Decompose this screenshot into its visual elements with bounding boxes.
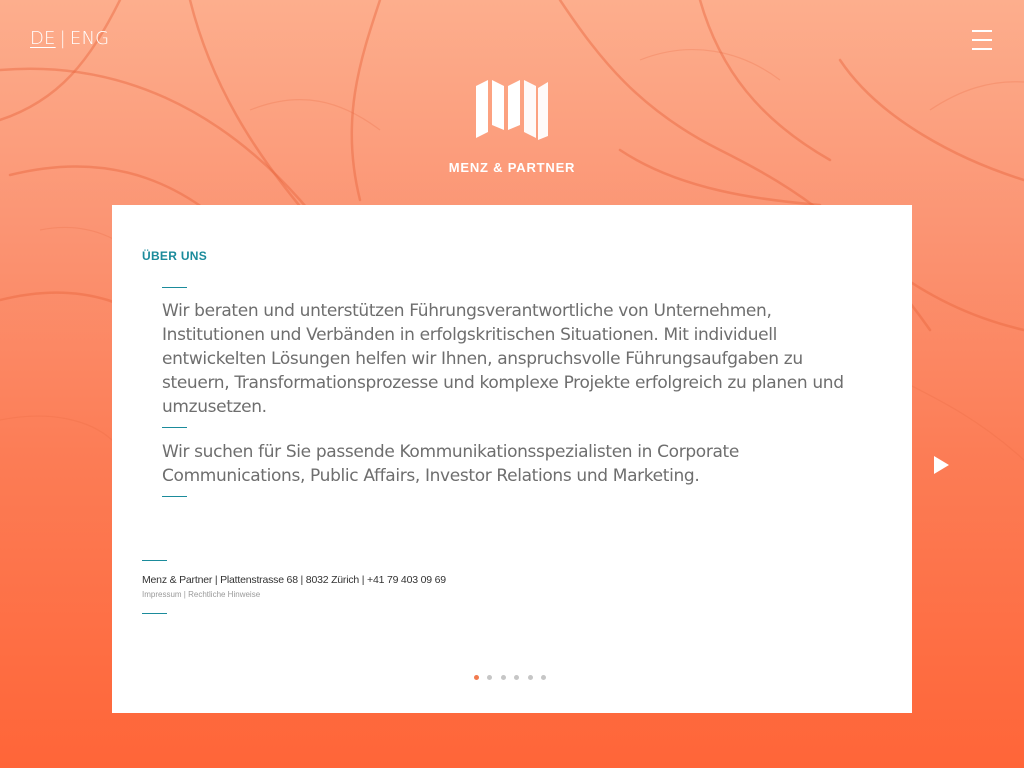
- pagination-dot-6[interactable]: [541, 675, 546, 680]
- lang-en-link[interactable]: ENG: [69, 28, 110, 49]
- content-card: [112, 205, 912, 713]
- pagination-dot-3[interactable]: [501, 675, 506, 680]
- footer-link-separator: |: [183, 590, 186, 599]
- company-logo[interactable]: [440, 78, 584, 175]
- divider-rule: [162, 496, 187, 497]
- play-arrow-icon: [932, 454, 952, 476]
- pagination-dot-2[interactable]: [487, 675, 492, 680]
- section-title: ÜBER UNS: [142, 249, 208, 263]
- legal-notice-link[interactable]: Rechtliche Hinweise: [188, 590, 261, 599]
- footer-address: Menz & Partner | Plattenstrasse 68 | 8032 Zürich | +41 79 403 09 69: [142, 574, 446, 586]
- language-switcher: [30, 28, 109, 49]
- menz-logo-icon: [474, 78, 550, 140]
- divider-rule: [162, 427, 187, 428]
- lang-de-link[interactable]: DE: [30, 28, 56, 49]
- hamburger-icon-bar: [972, 48, 992, 50]
- about-paragraph-2: Wir suchen für Sie passende Kommunikationsspezialisten in Corporate Communications, Public Affairs, Investor Relations und Marketing.: [162, 442, 739, 486]
- pagination-dot-4[interactable]: [514, 675, 519, 680]
- hamburger-menu-button[interactable]: [970, 28, 994, 52]
- next-slide-button[interactable]: [932, 454, 952, 476]
- pagination-dot-5[interactable]: [528, 675, 533, 680]
- about-paragraph-1: Wir beraten und unterstützen Führungsverantwortliche von Unternehmen, Institutionen und Verbänden in erfolgskritischen Situationen. Mit individuell entwickelten Lösungen helfen wir Ihnen, anspruchsvolle Führungsaufgaben zu steuern, Transformationsprozesse und komplexe Projekte erfolgreich zu planen und umzusetzen.: [162, 301, 844, 417]
- pagination-dot-1[interactable]: [474, 675, 479, 680]
- footer-divider-bottom: [142, 613, 167, 614]
- hamburger-icon: [972, 30, 992, 32]
- footer-divider-top: [142, 560, 167, 561]
- lang-separator: |: [59, 28, 66, 49]
- logo-text: MENZ & PARTNER: [448, 160, 576, 175]
- footer-links: [142, 590, 260, 599]
- divider-rule: [162, 287, 187, 288]
- impressum-link[interactable]: Impressum: [142, 590, 182, 599]
- hamburger-icon-bar: [972, 39, 992, 41]
